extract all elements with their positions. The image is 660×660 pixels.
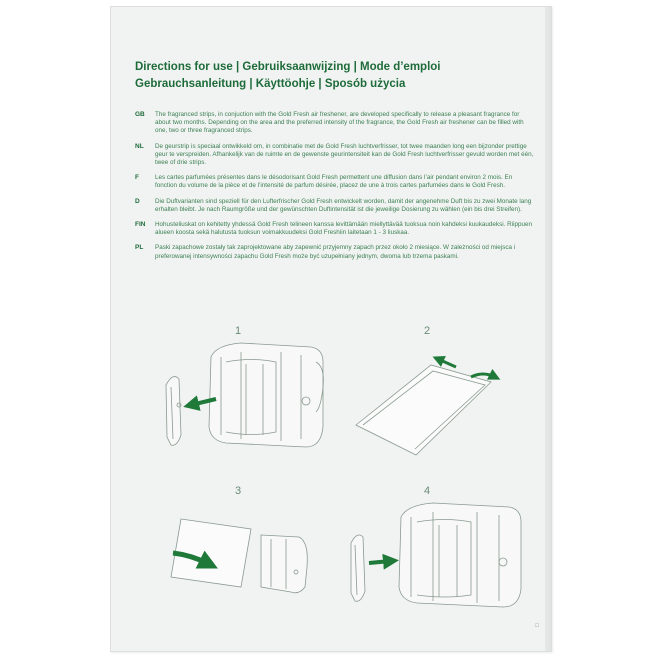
section-text: Les cartes parfumées présentes dans le désodorisant Gold Fresh permettent une diffusion dans l’air pendant environ 2 mois. En fonction du volume de la pièce et de l’intensité de parfum désirée, placez de une à trois cartes parfumées dans le Gold Fresh.	[155, 174, 513, 190]
recycle-mark: □	[535, 623, 539, 629]
step-number-2: 2	[424, 325, 431, 337]
step-1-illustration	[166, 343, 323, 447]
arrow-icon	[369, 561, 391, 563]
arrow-icon	[438, 359, 456, 367]
product-box-back	[110, 6, 552, 652]
language-code: NL	[135, 142, 144, 150]
section-text: Die Duftvarianten sind speziell für den Lufterfrischer Gold Fresh entwickelt worden, damit der angenehme Duft bis zu zwei Monate lang erhalten bleibt. Je nach Raumgröße und der gewünschten Duftintensität ist die jeweilige Dosierung zu wählen (ein bis drei Streifen).	[155, 197, 532, 213]
language-code: GB	[135, 111, 145, 118]
language-code: PL	[135, 244, 144, 252]
step-2-illustration	[356, 365, 491, 455]
language-code: F	[135, 174, 139, 182]
step-number-4: 4	[424, 485, 431, 497]
language-code: FIN	[135, 221, 146, 229]
step-4-illustration	[351, 503, 521, 607]
section-text: De geurstrip is speciaal ontwikkeld om, in combinatie met de Gold Fresh luchtverfrisser, tot twee maanden long een bijzonder prettige geur te verspreiden. Afhankelijk van de ruimte en de gewenste geurintensiteit kan de Gold Fresh luchtverfrisser gevuld worden met één, twee of drie strips.	[155, 142, 534, 167]
illustrations	[111, 7, 551, 651]
title-line-2: Gebrauchsanleitung | Käyttöohje | Sposób użycia	[135, 78, 406, 90]
title-line-1: Directions for use | Gebruiksaanwijzing | Mode d’emploi	[135, 61, 441, 73]
step-number-1: 1	[235, 325, 242, 337]
language-code: D	[135, 197, 140, 205]
section-text: The fragranced strips, in conjuction with the Gold Fresh air freshener, are developed specifically to release a pleasant fragrance for about two months. Depending on the area and the preferred intensity of the fragrance, the Gold Fresh air freshener can be filled with one, two or three fragranced strips.	[155, 111, 524, 135]
step-number-3: 3	[235, 485, 242, 497]
section-text: Paski zapachowe zostały tak zaprojektowane aby zapewnić przyjemny zapach przez około 2 miesiące. W zależności od miejsca i preferowanej intensywności zapachu Gold Fresh może być uzupełniany jednym, dwoma lub trzema paskami.	[155, 244, 516, 260]
arrow-icon	[471, 374, 495, 377]
section-text: Hohusteliuskat on kehitetty yhdessä Gold Fresh telineen kanssa levittämään miellyttävää tuoksua noin kahdeksi kuukaudeksi. Riippuen alueen koosta sekä halutusta tuoksun voimakkuudeksi Gold Freshiin laitetaan 1 - 3 liuskaa.	[155, 221, 532, 237]
